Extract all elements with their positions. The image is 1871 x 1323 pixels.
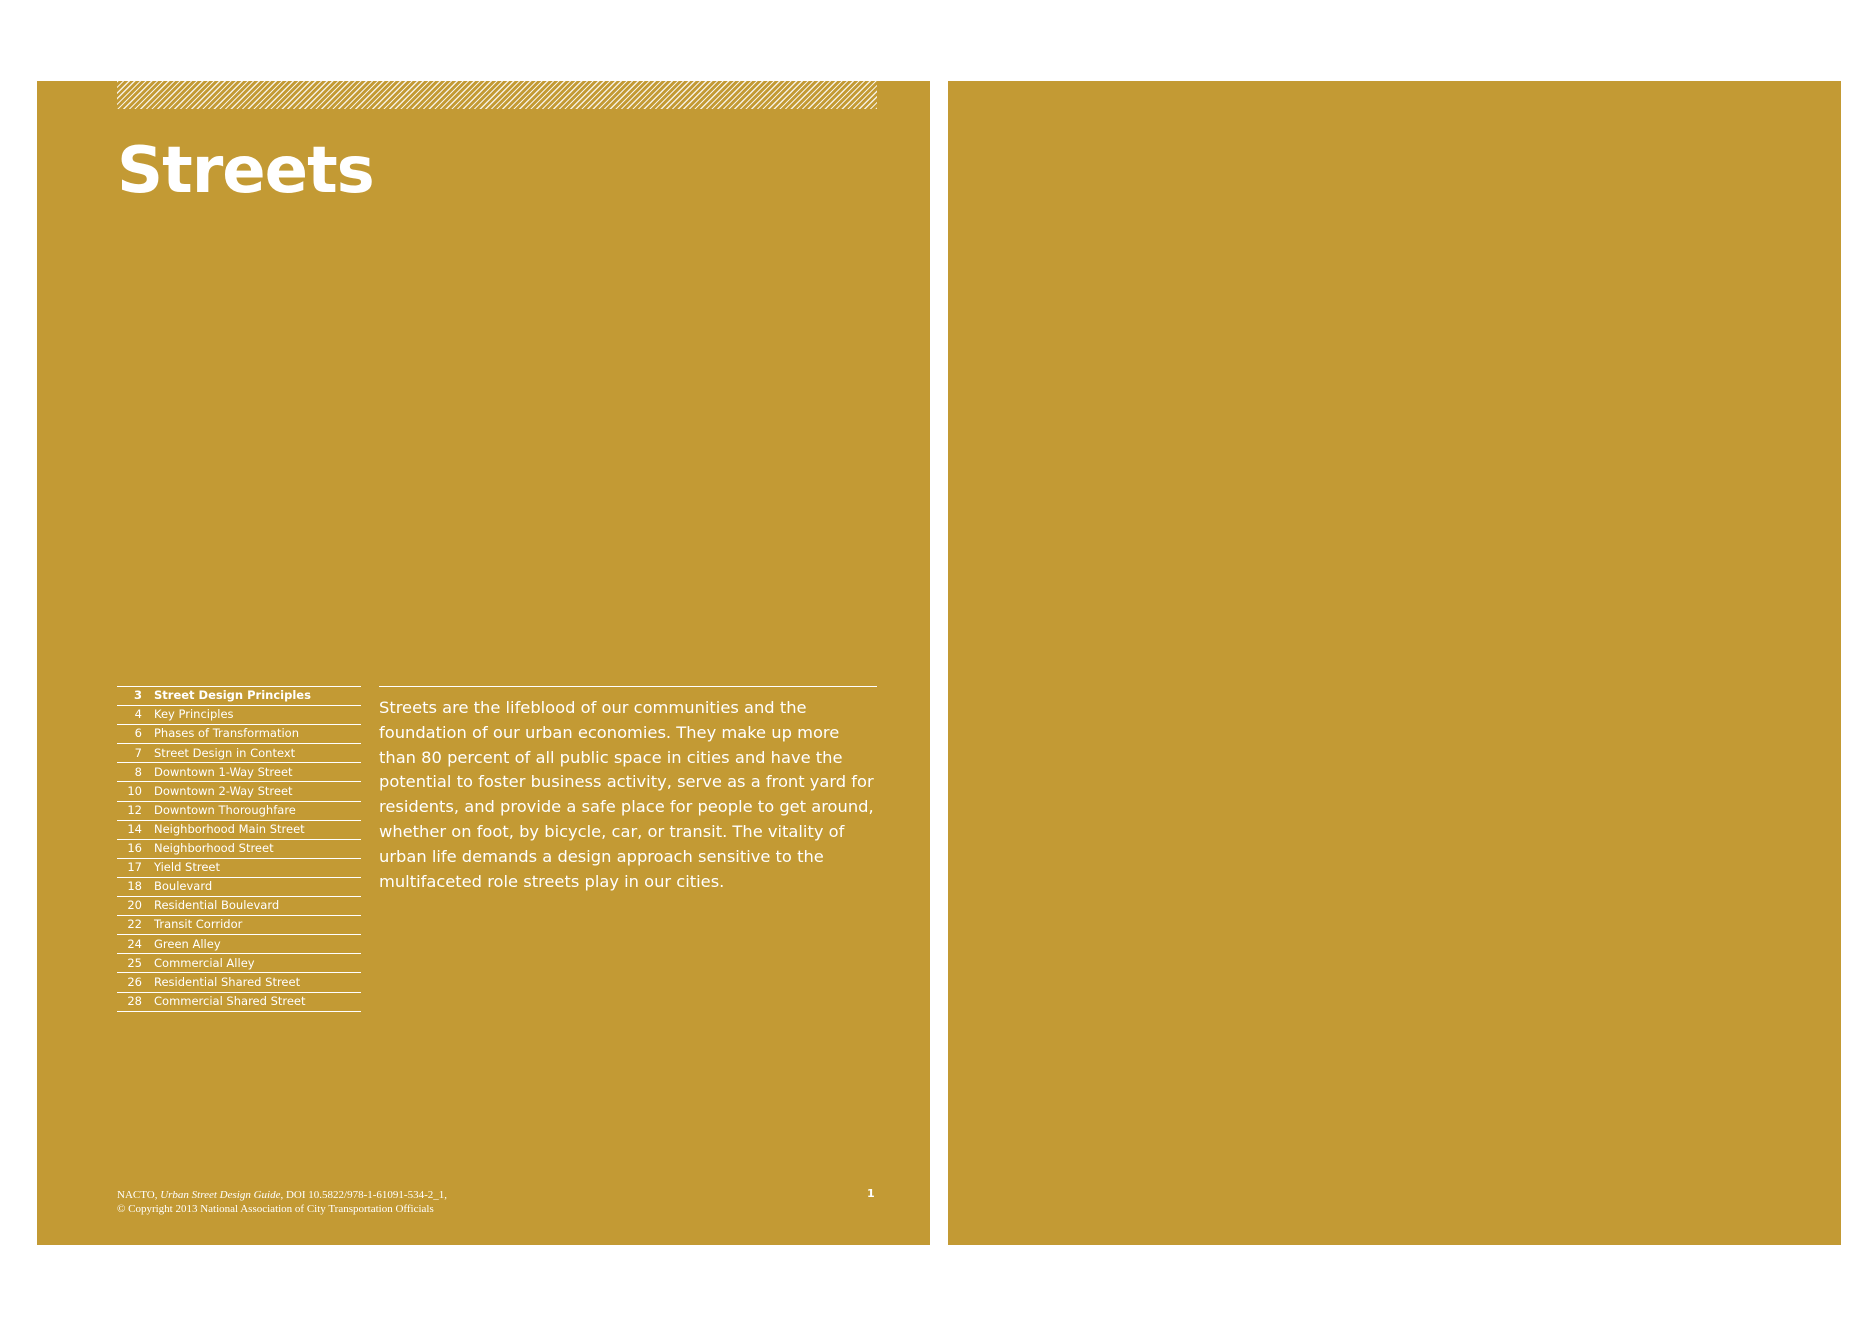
toc-page-number: 18 [127, 879, 142, 894]
citation-prefix: NACTO, [117, 1189, 161, 1201]
page-title: Streets [117, 134, 374, 208]
toc-label: Residential Boulevard [154, 898, 280, 913]
toc-page-number: 25 [127, 955, 142, 970]
toc-item[interactable] [117, 954, 361, 973]
book-title: Urban Street Design Guide [160, 1189, 281, 1201]
toc-item[interactable] [117, 802, 361, 821]
toc-page-number: 24 [127, 936, 142, 951]
toc-item[interactable] [117, 840, 361, 859]
toc-label: Residential Shared Street [154, 974, 301, 989]
toc-item[interactable] [117, 878, 361, 897]
toc-label: Downtown 2-Way Street [154, 783, 293, 798]
toc-item[interactable] [117, 993, 361, 1012]
toc-label: Boulevard [154, 879, 213, 894]
toc-label: Downtown Thoroughfare [154, 802, 296, 817]
toc-label: Key Principles [154, 707, 234, 722]
toc-item[interactable] [117, 973, 361, 992]
toc-page-number: 6 [134, 726, 142, 741]
toc-label: Phases of Transformation [154, 726, 300, 741]
toc-item[interactable] [117, 916, 361, 935]
toc-label: Yield Street [154, 860, 220, 875]
toc-item[interactable] [117, 725, 361, 744]
right-page [948, 81, 1841, 1245]
toc-item[interactable] [117, 897, 361, 916]
toc-page-number: 20 [127, 898, 142, 913]
left-page [37, 81, 930, 1245]
toc-item[interactable] [117, 859, 361, 878]
hatched-header-band [117, 81, 877, 109]
toc-page-number: 12 [127, 802, 142, 817]
toc-label: Transit Corridor [154, 917, 243, 932]
toc-page-number: 14 [127, 821, 142, 836]
toc-item[interactable] [117, 821, 361, 840]
toc-page-number: 26 [127, 974, 142, 989]
toc-page-number: 7 [134, 745, 142, 760]
table-of-contents [117, 686, 361, 1012]
toc-label: Street Design in Context [154, 745, 296, 760]
toc-page-number: 22 [127, 917, 142, 932]
toc-label: Green Alley [154, 936, 221, 951]
toc-page-number: 4 [134, 707, 142, 722]
toc-label: Street Design Principles [154, 688, 311, 703]
page-number: 1 [867, 1187, 875, 1200]
toc-item[interactable] [117, 935, 361, 954]
toc-label: Neighborhood Street [154, 841, 274, 856]
toc-page-number: 10 [127, 783, 142, 798]
toc-label: Downtown 1-Way Street [154, 764, 293, 779]
toc-item[interactable] [117, 706, 361, 725]
toc-page-number: 16 [127, 841, 142, 856]
toc-item[interactable] [117, 763, 361, 782]
toc-page-number: 28 [127, 993, 142, 1008]
toc-label: Commercial Shared Street [154, 993, 306, 1008]
toc-page-number: 8 [134, 764, 142, 779]
intro-paragraph: Streets are the lifeblood of our communities and the foundation of our urban economies. They make up more than 80 percent of all public space in cities and have the potential to foster business activity, serve as a front yard for residents, and provide a safe place for people to get around, whether on foot, by bicycle, car, or transit. The vitality of urban life demands a design approach sensitive to the multifaceted role streets play in our cities. [379, 686, 877, 894]
copyright-line: © Copyright 2013 National Association of City Transportation Officials [117, 1203, 434, 1215]
toc-item[interactable] [117, 744, 361, 763]
citation-line [117, 1188, 447, 1202]
toc-label: Neighborhood Main Street [154, 821, 305, 836]
toc-label: Commercial Alley [154, 955, 255, 970]
citation-doi: , DOI 10.5822/978-1-61091-534-2_1, [280, 1189, 447, 1201]
toc-page-number: 17 [127, 860, 142, 875]
toc-item[interactable] [117, 782, 361, 801]
citation-footer [117, 1188, 447, 1216]
toc-page-number: 3 [133, 688, 142, 703]
toc-item[interactable] [117, 687, 361, 706]
